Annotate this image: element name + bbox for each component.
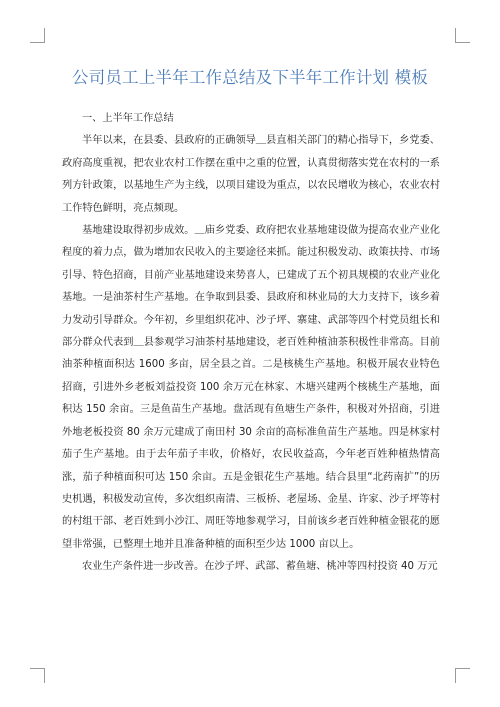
document-title: 公司员工上半年工作总结及下半年工作计划 模板 [71, 68, 429, 87]
crop-mark-top-left [30, 28, 45, 43]
crop-mark-bottom-left [30, 668, 45, 683]
section-heading: 一、上半年工作总结 [82, 113, 174, 124]
crop-mark-top-right [455, 28, 470, 43]
paragraph-base-construction: 基地建设取得初步成效。＿庙乡党委、政府把农业基地建设做为提高农业产业化程度的着力点，做为增加农民收入的主要途径来抓。能过积极发动、政策扶持、市场引导、特色招商，目前产业基地建设来势喜人，已建成了五个初具规模的农业产业化基地。一是油茶村生产基地。在争取到县委、县政府和林业局的大力支持下，该乡着力发动引导群众。今年初，乡里组织花冲、沙子坪、寨建、武部等四个村党员组长和部分群众代表到＿县参观学习油茶村基地建设，老百姓种植油茶积极性非常高。目前油茶种植面积达 1600 多亩，居全县之首。二是核桃生产基地。积极开展农业特色招商，引进外乡老板刘益投资 100 余万元在林家、木塘兴建两个核桃生产基地，面积达 150 余亩。三是鱼苗生产基地。盘活现有鱼塘生产条件，积极对外招商，引进外地老板投资 80 余万元建成了南田村 30 余亩的高标准鱼苗生产基地。四是林家村茄子生产基地。由于去年茄子丰收，价格好，农民收益高，今年老百姓种植热情高涨，茄子种植面积可达 150 余亩。五是金银花生产基地。结合县里“北药南扩”的历史机遇，积极发动宣传，多次组织南清、三板桥、老屋场、金星、许家、沙子坪等村的村组干部、老百姓到小沙江、周旺等地参观学习，目前该乡老百姓种植金银花的愿望非常强，已整理土地并且准备种植的面积至少达 1000 亩以上。 [62, 225, 440, 550]
paragraph-production-conditions: 农业生产条件进一步改善。在沙子坪、武部、蓄鱼塘、桃冲等四村投资 40 万元 [82, 561, 438, 573]
crop-mark-bottom-right [455, 668, 470, 683]
paragraph-intro: 半年以来，在县委、县政府的正确领导＿县直相关部门的精心指导下，乡党委、政府高度重视，把农业农村工作摆在重中之重的位置，认真贯彻落实党在农村的一系列方针政策，以基地生产为主线，以项目建设为重点，以农民增收为核心，农业农村工作特色鲜明，亮点频现。 [62, 135, 440, 214]
document-body [62, 108, 440, 579]
